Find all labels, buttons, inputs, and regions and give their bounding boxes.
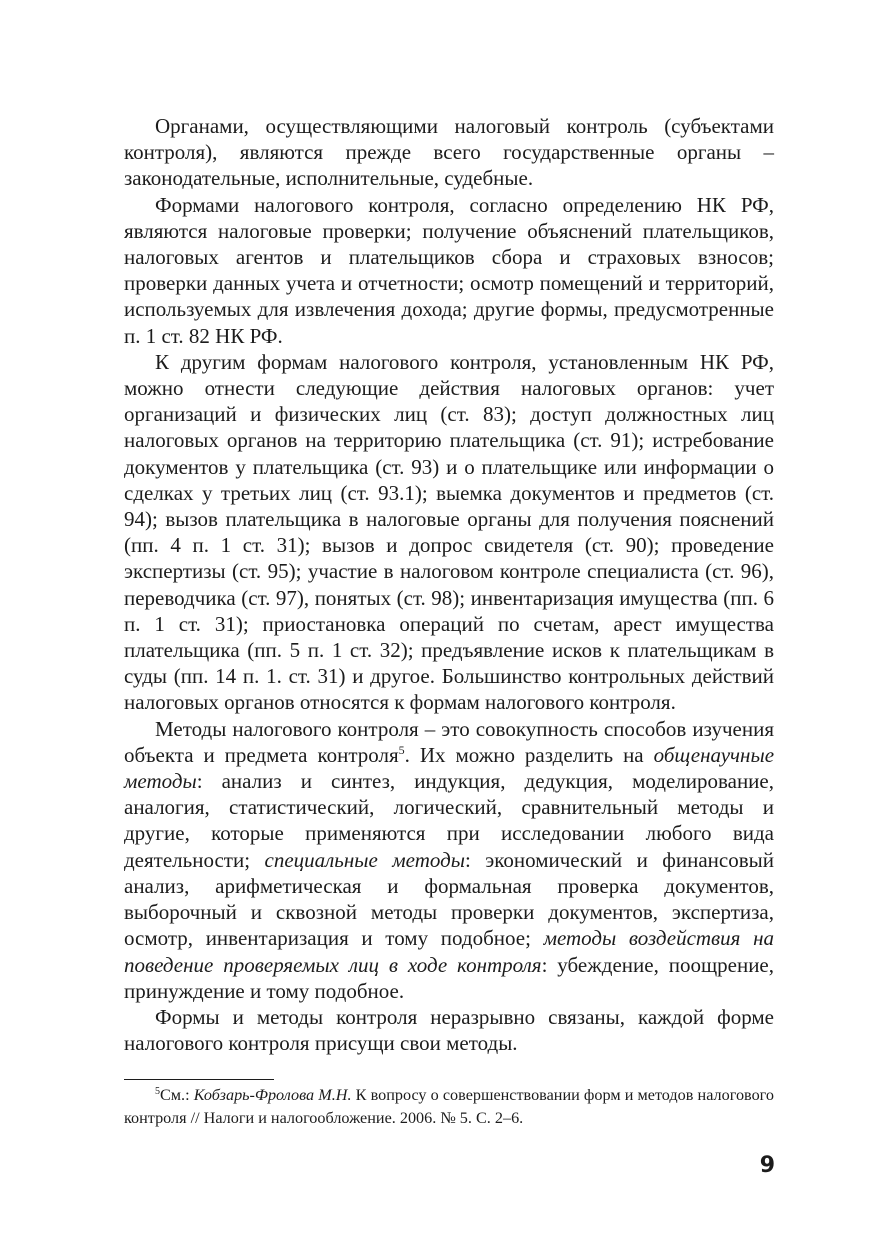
- paragraph-forms: Формами налогового контроля, согласно определению НК РФ, являются налоговые проверки; получение объяснений плательщиков, налоговых агентов и плательщиков сбора и страховых взносов; проверки данных учета и отчетности; осмотр помещений и территорий, используемых для извлечения дохода; другие формы, предусмотренные п. 1 ст. 82 НК РФ.: [124, 192, 774, 348]
- influence-methods-term: методы воздействия на поведение проверяемых лиц в ходе контроля: [124, 926, 775, 977]
- methods-text-4: : экономический и финансовый анализ, арифметическая и формальная проверка документов, выборочный и сквозной методы проверки документов, экспертиза, осмотр, инвентаризация и тому подобное;: [124, 847, 774, 951]
- paragraph-other-forms: К другим формам налогового контроля, установленным НК РФ, можно отнести следующие действия налоговых органов: учет организаций и физических лиц (ст. 83); доступ должностных лиц налоговых органов на территорию плательщика (ст. 91); истребование документов у плательщика (ст. 93) и о плательщике или информации о сделках у третьих лиц (ст. 93.1); выемка документов и предметов (ст. 94); вызов плательщика в налоговые органы для получения пояснений (пп. 4 п. 1 ст. 31); вызов и допрос свидетеля (ст. 90); проведение экспертизы (ст. 95); участие в налоговом контроле специалиста (ст. 96), переводчика (ст. 97), понятых (ст. 98); инвентаризация имущества (пп. 6 п. 1 ст. 31); приостановка операций по счетам, арест имущества плательщика (пп. 5 п. 1 ст. 32); предъявление исков к плательщикам в суды (пп. 14 п. 1. ст. 31) и другое. Большинство контрольных действий налоговых органов относятся к формам налогового контроля.: [124, 349, 774, 715]
- paragraph-subjects: Органами, осуществляющими налоговый контроль (субъектами контроля), являются прежде всего государственные органы – законодательные, исполнительные, судебные.: [124, 114, 774, 191]
- footnote-ref[interactable]: 5: [398, 742, 405, 757]
- footnote-text: К вопросу о совершенствовании форм и методов налогового контроля // Налоги и налогообложение. 2006. № 5. С. 2–6.: [124, 1086, 774, 1127]
- paragraph-methods: [124, 716, 774, 1004]
- main-text: [124, 113, 774, 1056]
- page-number: 9: [759, 1153, 775, 1178]
- methods-text-3: : анализ и синтез, индукция, дедукция, моделирование, аналогия, статистический, логический, сравнительный методы и другие, которые применяются при исследовании любого вида деятельности;: [124, 769, 774, 872]
- paragraph-conclusion: Формы и методы контроля неразрывно связаны, каждой форме налогового контроля присущи свои методы.: [124, 1004, 774, 1056]
- methods-text-5: : убеждение, поощрение, принуждение и тому подобное.: [124, 952, 775, 1003]
- methods-text-2: . Их можно разделить на: [404, 742, 654, 767]
- general-methods-term: общенаучные методы: [124, 742, 775, 794]
- footnote: [124, 1084, 774, 1130]
- footnote-prefix: См.:: [160, 1086, 194, 1104]
- footnote-separator: [124, 1079, 274, 1080]
- methods-text-1: Методы налогового контроля – это совокупность способов изучения объекта и предмета контроля: [124, 716, 774, 767]
- footnote-author: Кобзарь-Фролова М.Н.: [193, 1086, 352, 1104]
- special-methods-term: специальные методы: [264, 847, 465, 872]
- footnote-number: 5: [155, 1086, 160, 1097]
